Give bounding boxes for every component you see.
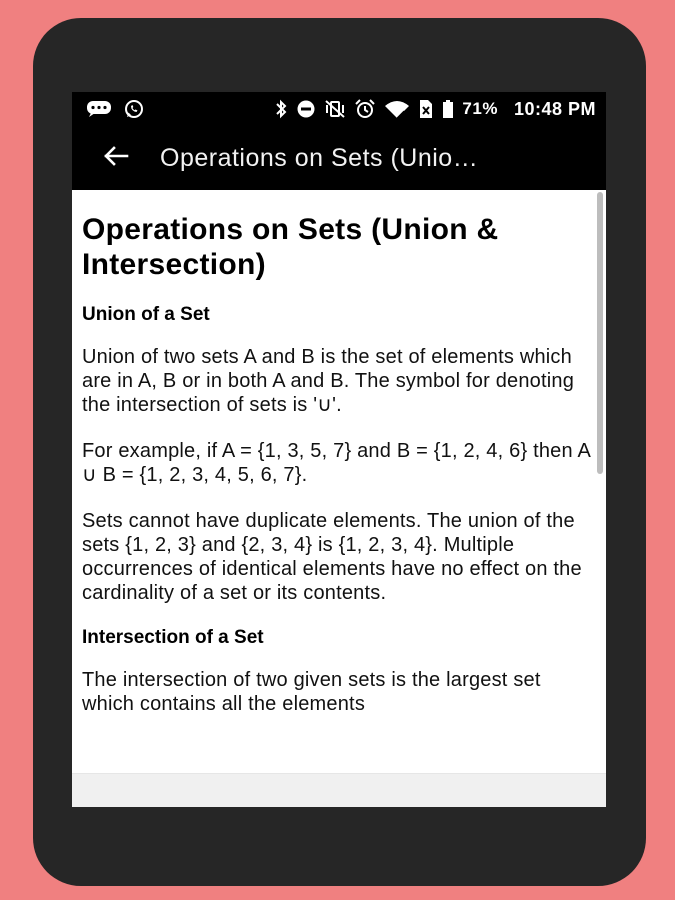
do-not-disturb-icon (296, 99, 316, 119)
bottom-band (72, 773, 606, 807)
paragraph-union-example: For example, if A = {1, 3, 5, 7} and B = {1, 2, 4, 6} then A ∪ B = {1, 2, 3, 4, 5, 6, 7}. (82, 440, 590, 486)
wifi-icon (384, 99, 410, 119)
clock: 10:48 PM (513, 98, 596, 119)
article-content[interactable] (72, 190, 606, 773)
app-bar (72, 126, 606, 190)
app-bar-title: Operations on Sets (Unio… (160, 143, 479, 172)
bluetooth-icon (274, 99, 288, 119)
battery-percent: 71% (462, 99, 498, 118)
screen (72, 92, 606, 807)
status-bar (72, 92, 606, 126)
paragraph-union-definition: Union of two sets A and B is the set of elements which are in A, B or in both A and B. The symbol for denoting the intersection of sets is '∪'. (82, 346, 575, 416)
back-button[interactable] (72, 126, 160, 190)
arrow-back-icon (103, 145, 129, 172)
no-sim-icon (418, 99, 434, 119)
whatsapp-icon (124, 99, 144, 119)
article-heading: Operations on Sets (Union & Intersection) (82, 213, 499, 281)
scrollbar[interactable] (597, 192, 603, 474)
section-title-union: Union of a Set (82, 304, 210, 325)
paragraph-duplicates: Sets cannot have duplicate elements. The union of the sets {1, 2, 3} and {2, 3, 4} is {1, 2, 3, 4}. Multiple occurrences of identical elements have no effect on the cardinality of a set or its contents. (82, 510, 582, 604)
chat-bubble-icon (86, 99, 112, 119)
battery-icon (442, 99, 454, 119)
section-title-intersection: Intersection of a Set (82, 627, 264, 648)
vibrate-off-icon (324, 99, 346, 119)
paragraph-intersection-definition: The intersection of two given sets is the largest set which contains all the elements (82, 669, 541, 715)
alarm-icon (354, 99, 376, 119)
